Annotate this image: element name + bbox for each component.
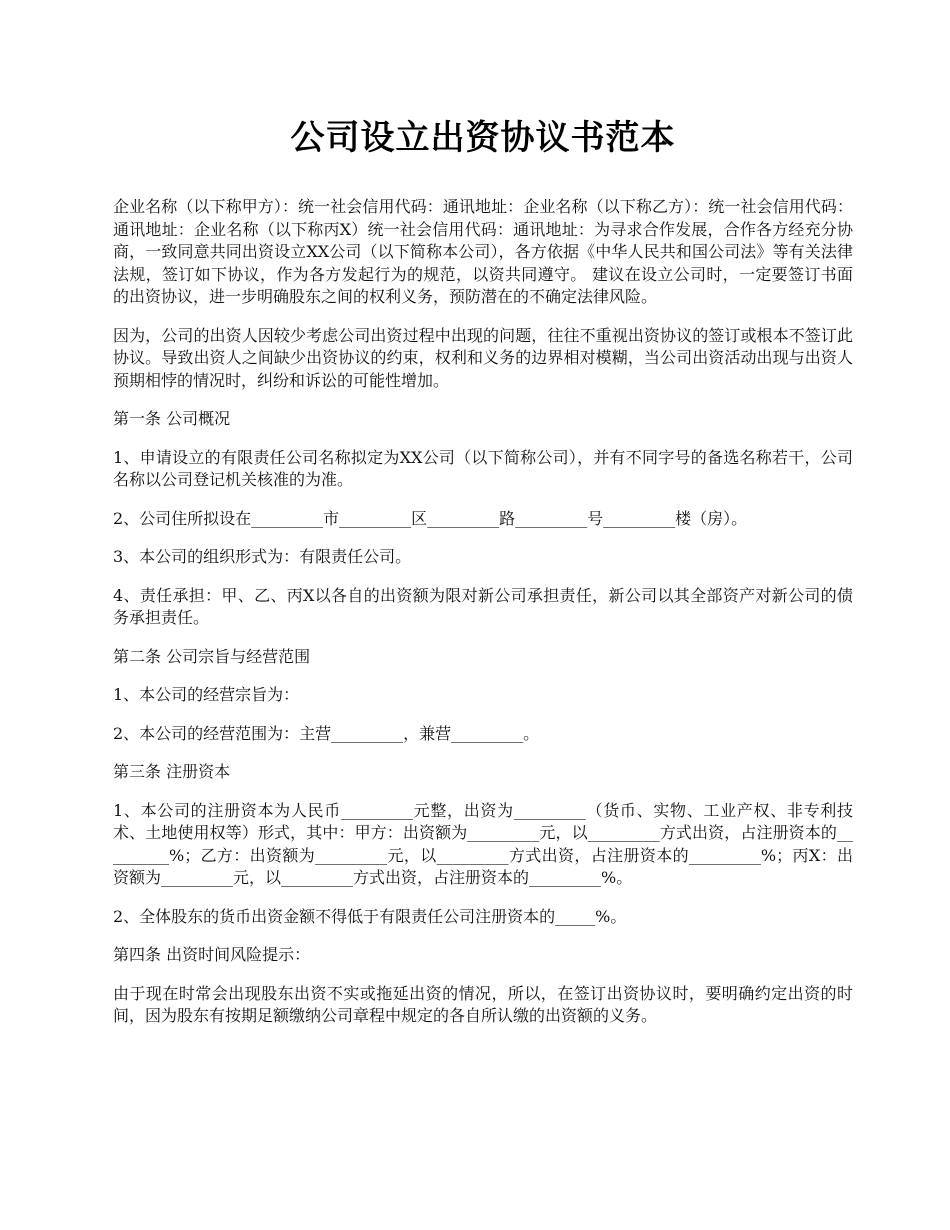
article-3-clause-1: 1、本公司的注册资本为人民币_________元整，出资为_________（货币、实物、工业产权、非专利技术、土地使用权等）形式，其中：甲方：出资额为_________元，以_________方式出资，占注册资本的_________%；乙方：出资额为_________元，以_________方式出资，占注册资本的_________%；丙X：出资额为_________元，以_________方式出资，占注册资本的_________%。 xyxy=(113,800,853,887)
article-2-heading: 第二条 公司宗旨与经营范围 xyxy=(113,646,311,666)
article-4-heading: 第四条 出资时间风险提示： xyxy=(113,945,311,964)
article-1-clause-1: 1、申请设立的有限责任公司名称拟定为XX公司（以下简称公司），并有不同字号的备选名称若干，公司名称以公司登记机关核准的为准。 xyxy=(113,447,853,489)
article-4-paragraph: 由于现在时常会出现股东出资不实或拖延出资的情况，所以，在签订出资协议时，要明确约定出资的时间，因为股东有按期足额缴纳公司章程中规定的各自所认缴的出资额的义务。 xyxy=(113,983,853,1025)
article-2-clause-2: 2、本公司的经营范围为：主营_________，兼营_________。 xyxy=(113,723,540,743)
article-3-heading: 第三条 注册资本 xyxy=(113,762,231,781)
article-1-heading: 第一条 公司概况 xyxy=(113,409,231,428)
intro-paragraph: 企业名称（以下称甲方）：统一社会信用代码：通讯地址：企业名称（以下称乙方）：统一社会信用代码：通讯地址：企业名称（以下称丙X）统一社会信用代码：通讯地址：为寻求合作发展，合作各方经充分协商，一致同意共同出资设立XX公司（以下简称本公司），各方依据《中华人民共和国公司法》等有关法律法规，签订如下协议，作为各方发起行为的规范，以资共同遵守。 建议在设立公司时，一定要签订书面的出资协议，进一步明确股东之间的权利义务，预防潜在的不确定法律风险。 xyxy=(113,197,853,306)
article-1-clause-4: 4、责任承担：甲、乙、丙X以各自的出资额为限对新公司承担责任，新公司以其全部资产对新公司的债务承担责任。 xyxy=(113,585,853,627)
document-title: 公司设立出资协议书范本 xyxy=(290,118,676,158)
reason-paragraph: 因为，公司的出资人因较少考虑公司出资过程中出现的问题，往往不重视出资协议的签订或根本不签订此协议。导致出资人之间缺少出资协议的约束，权利和义务的边界相对模糊，当公司出资活动出现与出资人预期相悖的情况时，纠纷和诉讼的可能性增加。 xyxy=(113,325,853,390)
article-1-clause-3: 3、本公司的组织形式为：有限责任公司。 xyxy=(113,547,412,566)
article-2-clause-1: 1、本公司的经营宗旨为： xyxy=(113,685,300,704)
document-page xyxy=(113,110,853,1044)
article-3-clause-2: 2、全体股东的货币出资金额不得低于有限责任公司注册资本的_____%。 xyxy=(113,906,627,926)
article-1-clause-2: 2、公司住所拟设在_________市_________区_________路_________号_________楼（房）。 xyxy=(113,508,748,528)
